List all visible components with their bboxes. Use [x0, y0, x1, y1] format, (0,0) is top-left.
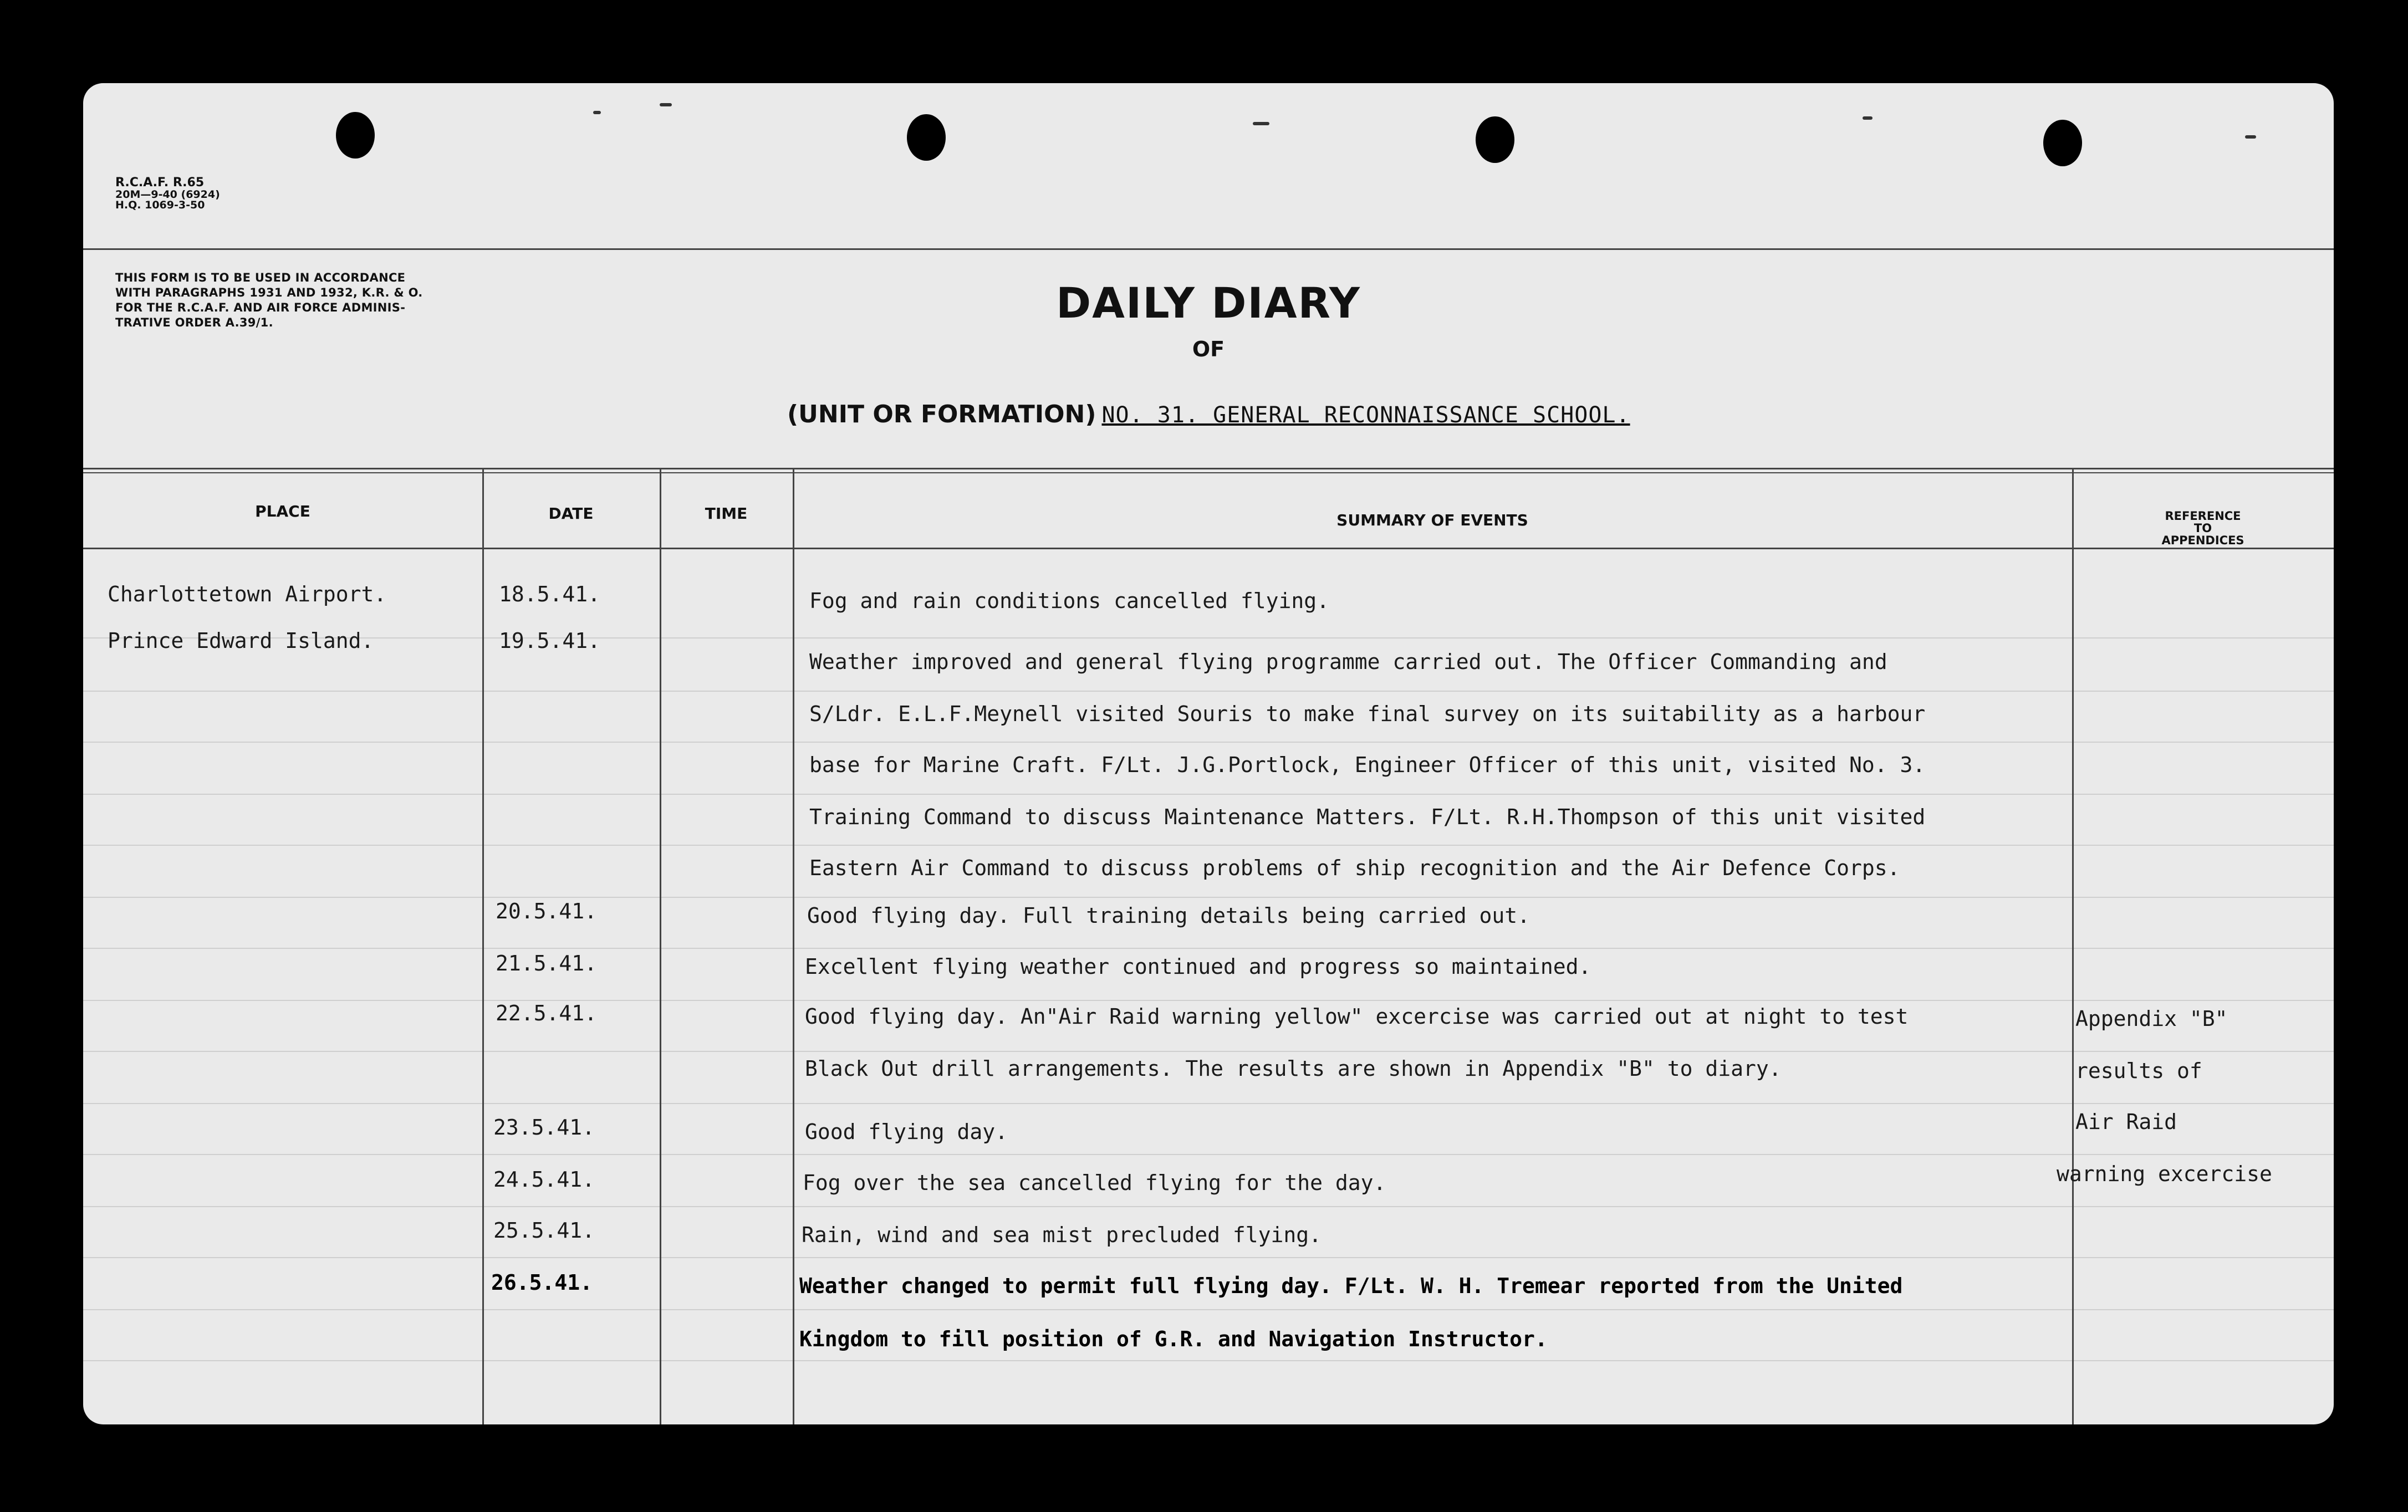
- column-header-reference: [2072, 510, 2334, 546]
- ruled-line: [83, 794, 2334, 795]
- form-code: R.C.A.F. R.65: [115, 176, 205, 190]
- summary-line: Fog over the sea cancelled flying for the day.: [803, 1171, 1386, 1195]
- page-title: DAILY DIARY: [1056, 278, 1361, 328]
- reference-header-line: APPENDICES: [2161, 534, 2244, 547]
- ruled-line: [83, 1000, 2334, 1001]
- column-divider: [2072, 469, 2074, 1424]
- table-top-rule-inner: [83, 472, 2334, 473]
- ruled-line: [83, 1154, 2334, 1155]
- summary-line: Good flying day.: [805, 1120, 1008, 1144]
- date-entry: 24.5.41.: [493, 1167, 595, 1192]
- column-header-summary: SUMMARY OF EVENTS: [1336, 511, 1528, 529]
- header-rule: [83, 248, 2334, 250]
- paper-mark: [1253, 122, 1269, 125]
- diary-sheet: [83, 83, 2334, 1424]
- date-entry: 18.5.41.: [499, 582, 601, 606]
- summary-line: Rain, wind and sea mist precluded flying.: [802, 1223, 1322, 1247]
- place-entry: Charlottetown Airport.: [108, 582, 387, 606]
- column-header-place: PLACE: [255, 502, 310, 520]
- summary-line: Good flying day. Full training details being carried out.: [807, 903, 1530, 928]
- unit-line: [787, 400, 1630, 428]
- form-identifier: [115, 176, 220, 211]
- date-entry: 26.5.41.: [491, 1270, 593, 1295]
- reference-entry: results of: [2075, 1059, 2202, 1083]
- ruled-line: [83, 637, 2334, 638]
- ruled-line: [83, 1206, 2334, 1207]
- column-divider: [660, 469, 661, 1424]
- summary-line: Good flying day. An"Air Raid warning yellow" excercise was carried out at night to test: [805, 1004, 1909, 1029]
- summary-line: Fog and rain conditions cancelled flying.: [809, 589, 1329, 613]
- ruled-line: [83, 1360, 2334, 1361]
- paper-mark: [1863, 116, 1873, 120]
- title-of: OF: [1192, 337, 1225, 361]
- column-divider: [482, 469, 484, 1424]
- ruled-line: [83, 845, 2334, 846]
- ruled-line: [83, 897, 2334, 898]
- punch-hole: [336, 112, 375, 159]
- ruled-line: [83, 1257, 2334, 1258]
- reference-header-line: TO: [2193, 522, 2212, 535]
- unit-label: (UNIT OR FORMATION): [787, 400, 1096, 428]
- summary-line: Kingdom to fill position of G.R. and Navigation Instructor.: [799, 1327, 1548, 1351]
- summary-line: Weather improved and general flying programme carried out. The Officer Commanding and: [809, 650, 1887, 674]
- column-divider: [793, 469, 794, 1424]
- paper-mark: [593, 111, 601, 114]
- paper-mark: [2245, 135, 2256, 139]
- date-entry: 22.5.41.: [496, 1001, 598, 1025]
- ruled-line: [83, 691, 2334, 692]
- summary-line: base for Marine Craft. F/Lt. J.G.Portlock, Engineer Officer of this unit, visited No. 3.: [809, 753, 1926, 777]
- summary-line: Training Command to discuss Maintenance Matters. F/Lt. R.H.Thompson of this unit visited: [809, 805, 1926, 829]
- notice-line: FOR THE R.C.A.F. AND AIR FORCE ADMINIS-: [115, 301, 406, 314]
- unit-name: NO. 31. GENERAL RECONNAISSANCE SCHOOL.: [1101, 402, 1630, 428]
- form-hq-line: H.Q. 1069-3-50: [115, 199, 205, 211]
- reference-entry: warning excercise: [2057, 1162, 2272, 1186]
- summary-line: Black Out drill arrangements. The results are shown in Appendix "B" to diary.: [805, 1056, 1782, 1081]
- ruled-line: [83, 1309, 2334, 1310]
- notice-line: WITH PARAGRAPHS 1931 AND 1932, K.R. & O.: [115, 286, 423, 299]
- date-entry: 23.5.41.: [493, 1115, 595, 1140]
- punch-hole: [907, 114, 946, 161]
- ruled-line: [83, 1051, 2334, 1052]
- place-entry: Prince Edward Island.: [108, 629, 374, 653]
- date-entry: 19.5.41.: [499, 629, 601, 653]
- date-entry: 25.5.41.: [493, 1218, 595, 1243]
- date-entry: 20.5.41.: [496, 899, 598, 923]
- reference-entry: Appendix "B": [2075, 1007, 2228, 1031]
- column-header-time: TIME: [705, 504, 748, 523]
- reference-entry: Air Raid: [2075, 1110, 2177, 1134]
- summary-line: Excellent flying weather continued and progress so maintained.: [805, 954, 1591, 979]
- ruled-line: [83, 948, 2334, 949]
- summary-line: S/Ldr. E.L.F.Meynell visited Souris to make final survey on its suitability as a harbour: [809, 702, 1926, 726]
- column-header-date: DATE: [548, 504, 594, 523]
- ruled-line: [83, 1103, 2334, 1104]
- punch-hole: [1476, 116, 1514, 163]
- notice-line: THIS FORM IS TO BE USED IN ACCORDANCE: [115, 271, 406, 284]
- table-top-rule: [83, 468, 2334, 469]
- summary-line: Weather changed to permit full flying day. F/Lt. W. H. Tremear reported from the United: [799, 1274, 1903, 1298]
- date-entry: 21.5.41.: [496, 951, 598, 975]
- notice-line: TRATIVE ORDER A.39/1.: [115, 316, 273, 329]
- table-header-rule: [83, 548, 2334, 549]
- punch-hole: [2043, 120, 2082, 166]
- ruled-line: [83, 742, 2334, 743]
- form-print-line: 20M—9-40 (6924): [115, 188, 220, 201]
- reference-header-line: REFERENCE: [2165, 509, 2241, 523]
- paper-mark: [660, 103, 672, 106]
- summary-line: Eastern Air Command to discuss problems of ship recognition and the Air Defence Corps.: [809, 856, 1900, 880]
